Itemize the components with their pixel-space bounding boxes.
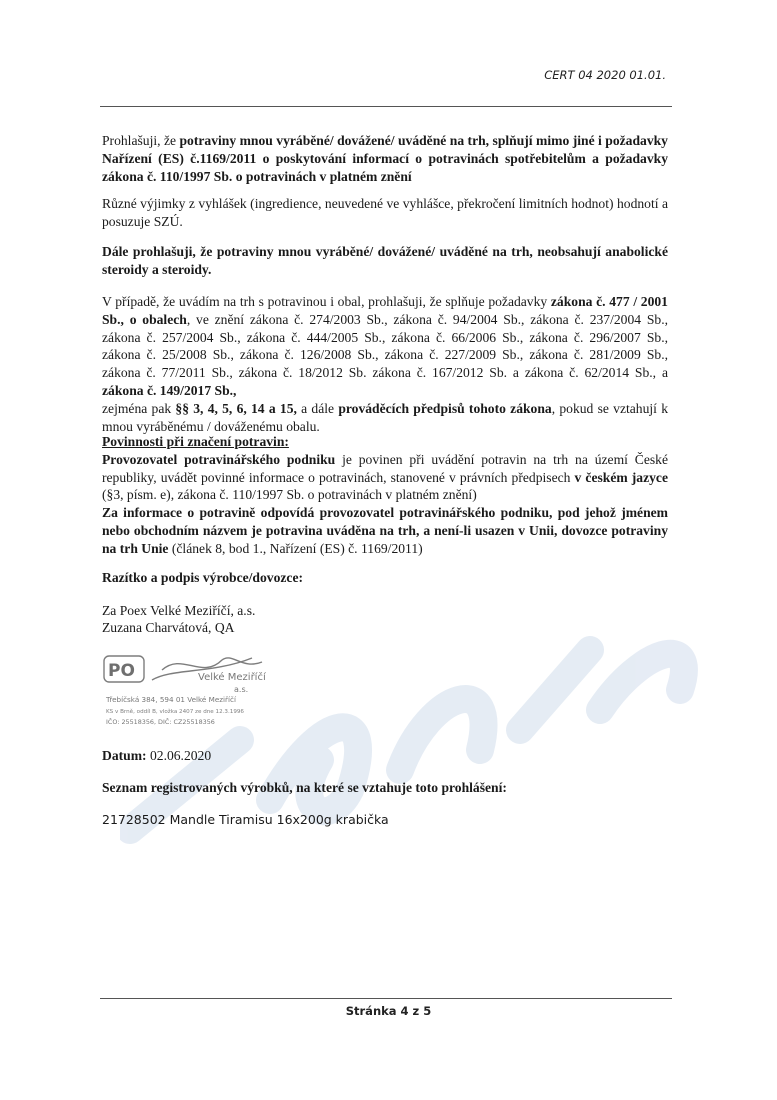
products-heading: Seznam registrovaných výrobků, na které se vztahuje toto prohlášení: (102, 780, 507, 795)
labeling-heading: Povinnosti při značení potravin: (102, 434, 289, 449)
stamp-registration: KS v Brně, oddíl B, vložka 2407 ze dne 12.3.1996 (106, 709, 244, 715)
footer-rule (100, 998, 672, 999)
date-line (102, 747, 668, 765)
declaration-paragraph: Prohlašuji, že potraviny mnou vyráběné/ dovážené/ uváděné na trh, splňují mimo jiné i požadavky Nařízení (ES) č.1169/2011 o poskytování informací o potravinách spotřebitelům a požadavky zákona č. 110/1997 Sb. o potravinách v platném znění (102, 133, 668, 184)
exceptions-paragraph: Různé výjimky z vyhlášek (ingredience, neuvedené ve vyhlášce, překročení limitních hodnot) hodnotí a posuzuje SZÚ. (102, 196, 668, 229)
labeling-paragraph: Povinnosti při značení potravin: Provozovatel potravinářského podniku je povinen při uvádění potravin na trh na území České republiky, uvádět povinné informace o potravinách, stanovené v právních předpisech v českém jazyce (§3, písm. e), zákona č. 110/1997 Sb. o potravinách v platném znění) Za informace o potravině odpovídá provozovatel potravinářského podniku, pod jehož jménem nebo obchodním názvem je potravina uváděna na trh, a není-li usazen v Unii, dovozce potraviny na trh Unie (článek 8, bod 1., Nařízení (ES) č. 1169/2011) (102, 434, 668, 556)
date-label: Datum: (102, 748, 147, 763)
steroids-paragraph: Dále prohlašuji, že potraviny mnou vyráběné/ dovážené/ uváděné na trh, neobsahují anabolické steroidy a steroidy. (102, 244, 668, 277)
stamp-address: Třebíčská 384, 594 01 Velké Meziříčí (106, 695, 236, 704)
stamp-ids: IČO: 25518356, DIČ: CZ25518356 (106, 718, 215, 726)
stamp-as: a.s. (234, 685, 249, 694)
certificate-code: CERT 04 2020 01.01. (544, 68, 666, 82)
packaging-paragraph: V případě, že uvádím na trh s potravinou i obal, prohlašuji, že splňuje požadavky zákona č. 477 / 2001 Sb., o obalech, ve znění zákona č. 274/2003 Sb., zákona č. 94/2004 Sb., zákona č. 237/2004 Sb., zákona č. 257/2004 Sb., zákona č. 444/2005 Sb., zákona č. 66/2006 Sb., zákona č. 296/2007 Sb., zákona č. 25/2008 Sb., zákona č. 126/2008 Sb., zákona č. 227/2009 Sb., zákona č. 281/2009 Sb., zákona č. 77/2011 Sb., zákona č. 18/2012 Sb. zákona č. 167/2012 Sb. a zákona č. 62/2014 Sb., a zákona č. 149/2017 Sb., zejména pak §§ 3, 4, 5, 6, 14 a 15, a dále prováděcích předpisů tohoto zákona, pokud se vztahují k mnou vyráběnému / dováženému obalu. (102, 294, 668, 434)
product-line: 21728502 Mandle Tiramisu 16x200g krabička (102, 812, 389, 827)
signatory-line: Zuzana Charvátová, QA (102, 620, 235, 635)
company-line: Za Poex Velké Meziříčí, a.s. (102, 603, 256, 618)
stamp-signature-heading: Razítko a podpis výrobce/dovozce: (102, 570, 304, 585)
stamp-logo: PO (108, 661, 135, 681)
header-rule (100, 106, 672, 107)
date-value: 02.06.2020 (149, 748, 212, 763)
company-stamp (102, 650, 292, 738)
stamp-company-name: Velké Meziříčí (198, 672, 266, 683)
page-number: Stránka 4 z 5 (345, 1004, 432, 1018)
